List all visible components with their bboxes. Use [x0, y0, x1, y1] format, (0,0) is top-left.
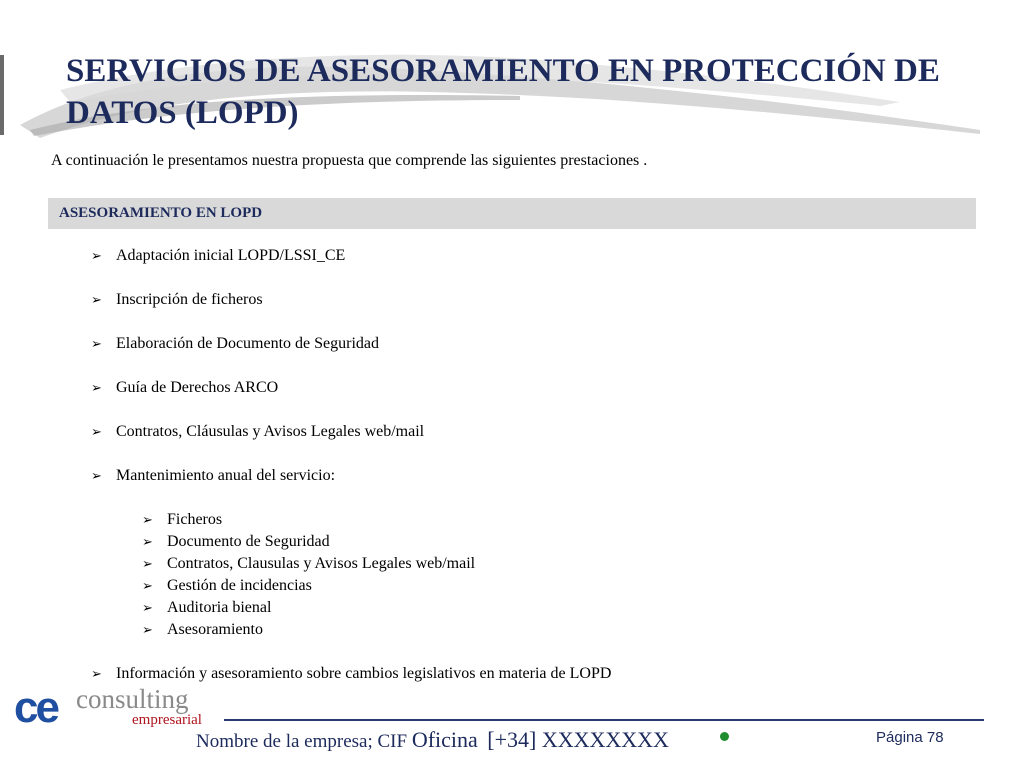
list-item: ➢ Inscripción de ficheros — [91, 291, 263, 308]
arrow-bullet-icon: ➢ — [91, 292, 102, 307]
logo-mark: ce — [14, 684, 57, 730]
logo-word-consulting: consulting — [76, 684, 189, 714]
footer-divider — [224, 719, 984, 721]
sublist-item: ➢ Documento de Seguridad — [142, 533, 330, 550]
arrow-bullet-icon: ➢ — [91, 424, 102, 439]
arrow-bullet-icon: ➢ — [142, 600, 153, 615]
arrow-bullet-icon: ➢ — [142, 578, 153, 593]
sublist-item: ➢ Auditoria bienal — [142, 599, 272, 616]
arrow-bullet-icon: ➢ — [142, 534, 153, 549]
arrow-bullet-icon: ➢ — [91, 468, 102, 483]
arrow-bullet-icon: ➢ — [91, 380, 102, 395]
sublist-item: ➢ Gestión de incidencias — [142, 577, 312, 594]
service-list — [91, 246, 611, 708]
section-header — [48, 198, 976, 229]
list-item: ➢ Elaboración de Documento de Seguridad — [91, 335, 380, 352]
arrow-bullet-icon: ➢ — [142, 512, 153, 527]
status-dot-icon — [720, 732, 729, 741]
page-title: SERVICIOS DE ASESORAMIENTO EN PROTECCIÓN DE DATOS (LOPD) — [66, 53, 940, 131]
arrow-bullet-icon: ➢ — [91, 666, 102, 681]
page-number: Página 78 — [876, 729, 944, 746]
arrow-bullet-icon: ➢ — [91, 248, 102, 263]
list-item: ➢ Información y asesoramiento sobre cambios legislativos en materia de LOPD — [91, 665, 612, 682]
left-accent-bar — [0, 55, 4, 135]
intro-text: A continuación le presentamos nuestra propuesta que comprende las siguientes prestaciones . — [51, 152, 648, 169]
sublist-item: ➢ Ficheros — [142, 511, 223, 528]
company-logo — [14, 684, 214, 730]
arrow-bullet-icon: ➢ — [142, 622, 153, 637]
sublist-item: ➢ Contratos, Clausulas y Avisos Legales web/mail — [142, 555, 476, 572]
arrow-bullet-icon: ➢ — [142, 556, 153, 571]
list-item: ➢ Adaptación inicial LOPD/LSSI_CE — [91, 247, 346, 264]
arrow-bullet-icon: ➢ — [91, 336, 102, 351]
list-item: ➢ Mantenimiento anual del servicio: ➢ Ficheros ➢ Documento de Seguridad ➢ Contratos, Clausulas y Avisos Legales web/mail ➢ Gestión de incidencias ➢ Auditoria bienal ➢ Asesoramiento — [91, 466, 611, 640]
maintenance-sublist — [142, 510, 611, 640]
section-label: ASESORAMIENTO EN LOPD — [59, 205, 263, 221]
list-item: ➢ Contratos, Cláusulas y Avisos Legales web/mail — [91, 423, 425, 440]
list-item: ➢ Guía de Derechos ARCO — [91, 379, 279, 396]
sublist-item: ➢ Asesoramiento — [142, 621, 263, 638]
logo-word-empresarial: empresarial — [132, 712, 202, 728]
footer-contact: Nombre de la empresa; CIF Oficina [+34] XXXXXXXX — [196, 727, 669, 752]
